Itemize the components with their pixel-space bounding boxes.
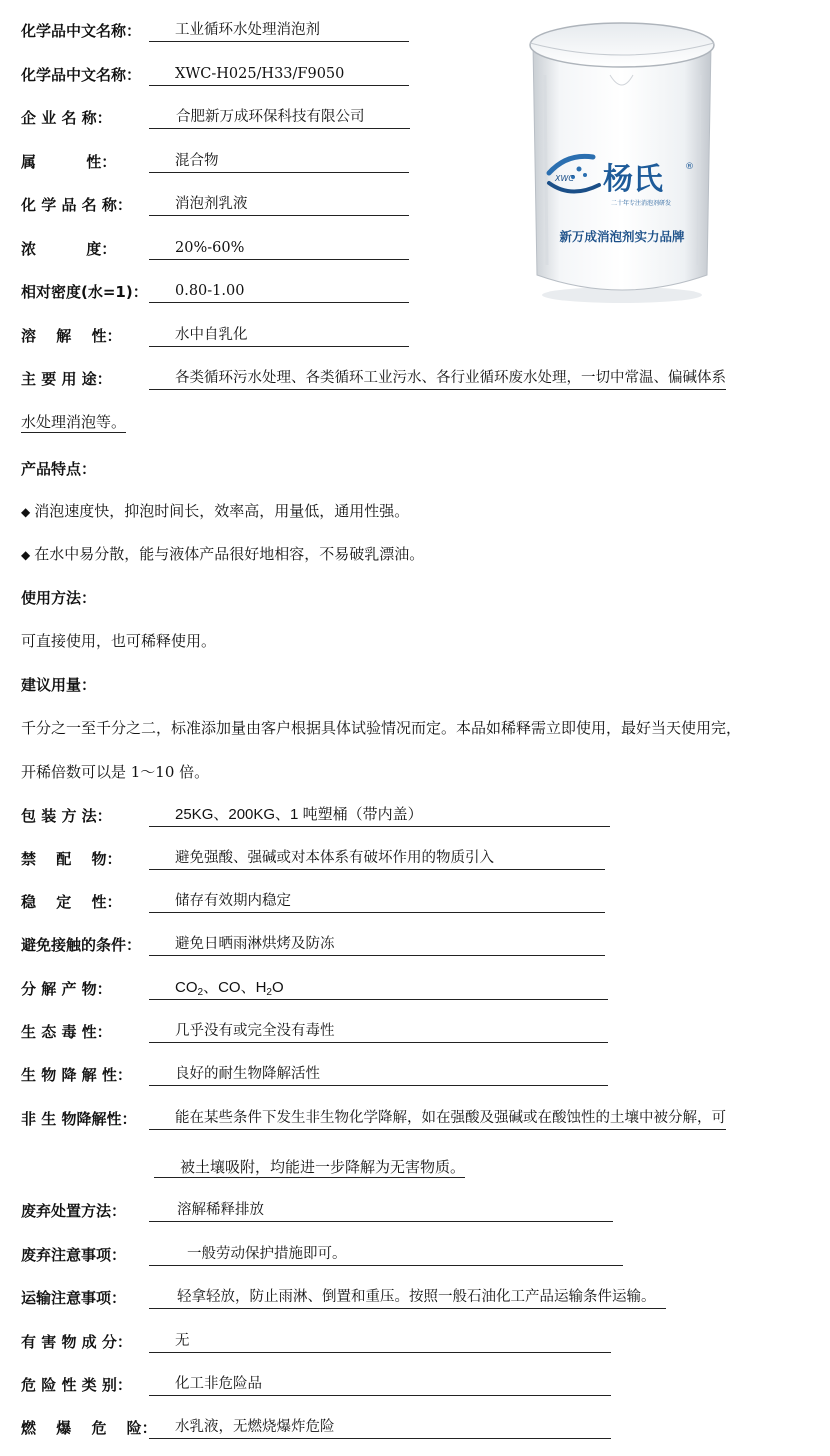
row-density <box>21 277 409 305</box>
row-usage <box>21 364 726 392</box>
field-label: 相对密度(水=1)： <box>21 282 148 301</box>
field-value: 0.80-1.00 <box>149 280 409 303</box>
field-value: 轻拿轻放，防止雨淋、倒置和重压。按照一般石油化工产品运输条件运输。 <box>149 1286 666 1309</box>
field-label: 生 态 毒 性： <box>21 1022 112 1041</box>
field-value: 无 <box>149 1330 611 1353</box>
product-beaker-image <box>515 5 730 305</box>
field-value: 各类循环污水处理、各类循环工业污水、各行业循环废水处理，一切中常温、偏碱体系 <box>149 367 726 390</box>
feature-item: ◆ 在水中易分散，能与液体产品很好地相容，不易破乳漂油。 <box>21 545 425 563</box>
field-label: 生 物 降 解 性： <box>21 1065 132 1084</box>
row-disposal <box>21 1196 613 1224</box>
dosage-text-line2: 开稀倍数可以是 1～10 倍。 <box>21 763 210 781</box>
method-text: 可直接使用，也可稀释使用。 <box>21 632 217 650</box>
usage-continuation: 水处理消泡等。 <box>21 413 127 431</box>
row-incompatible <box>21 844 605 872</box>
row-hazard-class <box>21 1370 611 1398</box>
field-label: 企 业 名 称： <box>21 108 112 127</box>
row-biodeg <box>21 1060 608 1088</box>
row-nonbiodeg <box>21 1104 726 1132</box>
field-value: 混合物 <box>149 150 409 173</box>
field-value: 化工非危险品 <box>149 1373 611 1396</box>
field-label: 有 害 物 成 分： <box>21 1332 132 1351</box>
field-value: 消泡剂乳液 <box>149 193 409 216</box>
field-label: 非 生 物降解性： <box>21 1109 137 1128</box>
field-value: 合肥新万成环保科技有限公司 <box>149 106 410 129</box>
field-label: 浓 度： <box>21 239 117 258</box>
row-attribute <box>21 147 409 175</box>
field-value: 避免强酸、强碱或对本体系有破坏作用的物质引入 <box>149 847 605 870</box>
brand-name: 杨氏 <box>603 162 663 197</box>
field-value: 一般劳动保护措施即可。 <box>149 1243 623 1266</box>
field-label: 化学品中文名称： <box>21 21 142 40</box>
field-value: 20%-60% <box>149 237 409 260</box>
row-company <box>21 103 410 131</box>
row-cn-name <box>21 16 409 44</box>
field-label: 避免接触的条件： <box>21 935 142 954</box>
row-avoid <box>21 930 605 958</box>
field-value: 水乳液，无燃烧爆炸危险 <box>149 1416 611 1439</box>
logo-text: XWC <box>555 174 574 183</box>
field-label: 分 解 产 物： <box>21 979 112 998</box>
field-value: $CO_2$、CO、$H_2O$ <box>149 977 608 1000</box>
field-value: 良好的耐生物降解活性 <box>149 1063 608 1086</box>
diamond-bullet-icon: ◆ <box>21 548 31 562</box>
row-transport <box>21 1283 666 1311</box>
field-value: 水中自乳化 <box>149 324 409 347</box>
field-value: 25KG、200KG、1 吨塑桶（带内盖） <box>149 804 610 827</box>
field-label: 禁 配 物： <box>21 849 122 868</box>
row-chem-name <box>21 190 409 218</box>
field-label: 主 要 用 途： <box>21 369 112 388</box>
field-label: 包 装 方 法： <box>21 806 112 825</box>
method-heading: 使用方法： <box>21 589 97 607</box>
feature-item: ◆ 消泡速度快，抑泡时间长，效率高，用量低，通用性强。 <box>21 502 410 520</box>
field-label: 废弃注意事项： <box>21 1245 127 1264</box>
field-value: 能在某些条件下发生非生物化学降解，如在强酸及强碱或在酸蚀性的土壤中被分解，可 <box>149 1107 726 1130</box>
dosage-heading: 建议用量： <box>21 676 97 694</box>
row-disposal-note <box>21 1240 623 1268</box>
field-label: 废弃处置方法： <box>21 1201 127 1220</box>
field-value: 几乎没有或完全没有毒性 <box>149 1020 608 1043</box>
field-value: 储存有效期内稳定 <box>149 890 605 913</box>
diamond-bullet-icon: ◆ <box>21 505 31 519</box>
brand-slogan: 新万成消泡剂实力品牌 <box>559 229 685 244</box>
field-label: 溶 解 性： <box>21 326 122 345</box>
field-value: 避免日晒雨淋烘烤及防冻 <box>149 933 605 956</box>
field-label: 属 性： <box>21 152 117 171</box>
field-label: 化学品中文名称： <box>21 65 142 84</box>
registered-mark: ® <box>685 162 694 172</box>
features-heading: 产品特点： <box>21 460 97 478</box>
brand-subtitle: 二十年专注消泡剂研发 <box>611 200 672 207</box>
nonbiodeg-continuation: 被土壤吸附，均能进一步降解为无害物质。 <box>154 1156 465 1177</box>
field-label: 运输注意事项： <box>21 1288 127 1307</box>
field-value: 溶解稀释排放 <box>149 1199 613 1222</box>
row-decomposition <box>21 974 608 1002</box>
row-concentration <box>21 234 409 262</box>
field-label: 燃 爆 危 险： <box>21 1418 157 1437</box>
field-value: 工业循环水处理消泡剂 <box>149 19 409 42</box>
field-value: XWC-H025/H33/F9050 <box>149 63 409 86</box>
row-hazard-comp <box>21 1327 611 1355</box>
row-packaging <box>21 801 610 829</box>
dosage-text-line1: 千分之一至千分之二，标准添加量由客户根据具体试验情况而定。本品如稀释需立即使用，最好当天使用完， <box>21 719 742 737</box>
field-label: 化 学 品 名 称： <box>21 195 132 214</box>
row-toxicity <box>21 1017 608 1045</box>
row-stability <box>21 887 605 915</box>
row-code-name <box>21 60 409 88</box>
row-solubility <box>21 321 409 349</box>
row-explosion <box>21 1413 611 1441</box>
field-label: 稳 定 性： <box>21 892 122 911</box>
field-label: 危 险 性 类 别： <box>21 1375 132 1394</box>
